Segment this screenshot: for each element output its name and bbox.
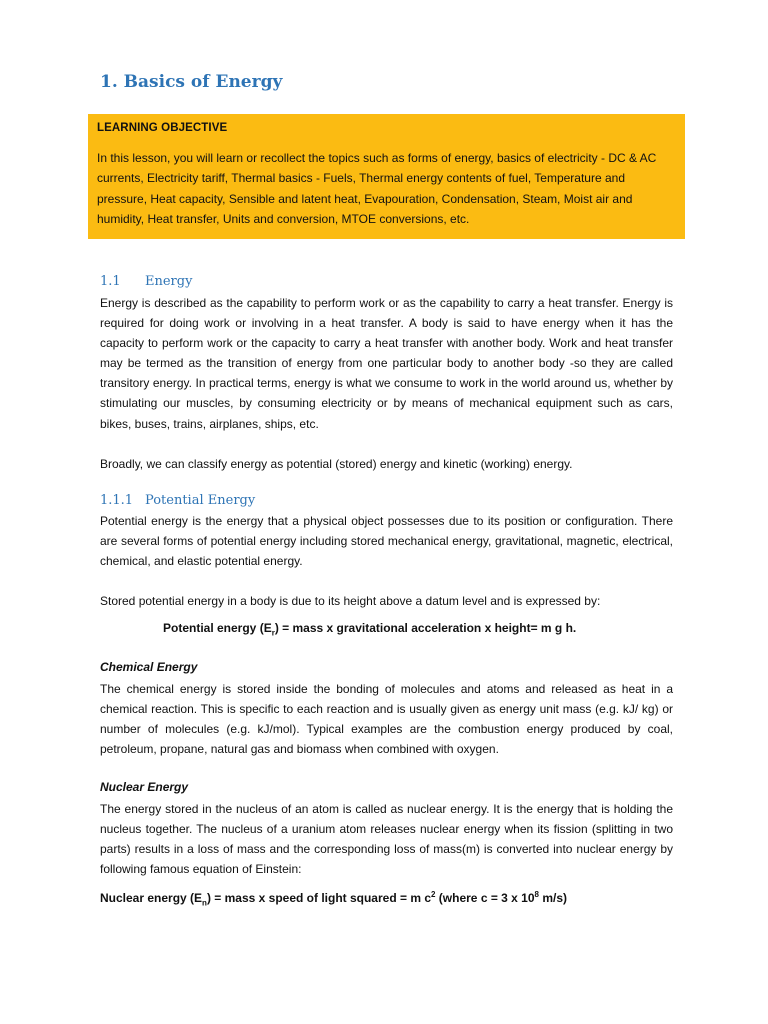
section-number: 1.1.1 <box>100 493 134 508</box>
chemical-energy-heading: Chemical Energy <box>100 660 198 674</box>
section-1-1-1-heading <box>100 493 255 508</box>
nuclear-energy-heading: Nuclear Energy <box>100 780 189 794</box>
section-title: Potential Energy <box>145 493 256 508</box>
energy-classification-paragraph: Broadly, we can classify energy as potential (stored) energy and kinetic (working) energy. <box>100 457 573 471</box>
chemical-energy-paragraph: The chemical energy is stored inside the bonding of molecules and atoms and released as heat in a chemical reaction. This is specific to each reaction and is usually given as energy unit mass (e.g. kJ/ kg) or number of molecules (e.g. kJ/mol). Typical examples are the combustion energy produced by coal, petroleum, propane, natural gas and biomass when combined with oxygen. <box>100 682 673 757</box>
learning-objective-box <box>88 114 685 239</box>
section-number: 1.1 <box>100 274 121 289</box>
nuclear-energy-paragraph: The energy stored in the nucleus of an atom is called as nuclear energy. It is the energy that is holding the nucleus together. The nucleus of a uranium atom releases nuclear energy when its fission (splitting in two parts) results in a loss of mass and the corresponding loss of mass(m) is converted into nuclear energy by following famous equation of Einstein: <box>100 802 673 877</box>
energy-paragraph: Energy is described as the capability to perform work or as the capability to carry a heat transfer. Energy is required for doing work or involving in a heat transfer. A body is said to have energy when it has the capacity to perform work or the capacity to carry a heat transfer with another body. Work and heat transfer may be termed as the transition of energy from one particular body to another body -so they are called transitory energy. In practical terms, energy is what we consume to work in the world around us, whether by stimulating our muscles, by consuming electricity or by means of mechanical equipment such as cars, bikes, buses, trains, airplanes, ships, etc. <box>100 296 673 431</box>
potential-energy-paragraph: Potential energy is the energy that a physical object possesses due to its position or configuration. There are several forms of potential energy including stored mechanical energy, gravitational, magnetic, electrical, chemical, and elastic potential energy. <box>100 514 673 569</box>
page-title: 1. Basics of Energy <box>100 72 283 92</box>
section-title: Energy <box>145 274 193 289</box>
section-1-1-heading <box>100 274 192 289</box>
stored-energy-paragraph: Stored potential energy in a body is due to its height above a datum level and is expressed by: <box>100 594 601 608</box>
learning-objective-text: In this lesson, you will learn or recollect the topics such as forms of energy, basics of electricity - DC & AC currents, Electricity tariff, Thermal basics - Fuels, Thermal energy contents of fuel, Temperature and pressure, Heat capacity, Sensible and latent heat, Evapouration, Condensation, Steam, Moist air and humidity, Heat transfer, Units and conversion, MTOE conversions, etc. <box>97 151 657 226</box>
potential-energy-formula: Potential energy $(E_r)$ = mass x gravitational acceleration x height= m g h. <box>163 621 577 638</box>
nuclear-energy-formula: Nuclear energy $(E_n)$ = mass x speed of light squared = m $c^2$ (where c = 3 x $10^8$ m/s) <box>100 890 567 908</box>
learning-objective-heading: LEARNING OBJECTIVE <box>97 122 228 134</box>
